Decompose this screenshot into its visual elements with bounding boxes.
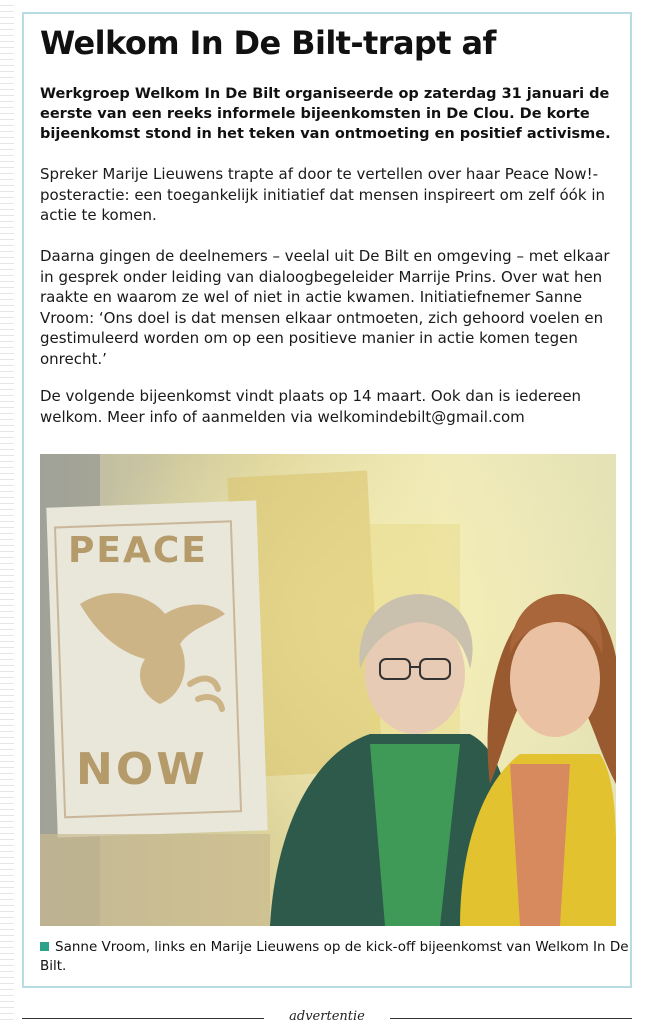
advertisement-divider bbox=[22, 1009, 632, 1024]
article-lead: Werkgroep Welkom In De Bilt organiseerde op zaterdag 31 januari de eerste van een reeks informele bijeenkomsten in De Clou. De korte bijeenkomst stond in het teken van ontmoeting en positief activisme. bbox=[40, 86, 611, 142]
photo-caption bbox=[40, 938, 630, 976]
article-headline: Welkom In De Bilt-trapt af bbox=[40, 24, 496, 62]
article-photo bbox=[40, 454, 616, 926]
divider-rule-right bbox=[390, 1018, 632, 1019]
poster-text-peace: PEACE bbox=[68, 530, 208, 571]
caption-text: Sanne Vroom, links en Marije Lieuwens op de kick-off bijeenkomst van Welkom In De Bilt. bbox=[40, 939, 629, 974]
article-box bbox=[22, 12, 632, 988]
caption-bullet-icon bbox=[40, 942, 49, 951]
article-paragraph: Daarna gingen de deelnemers – veelal uit De Bilt en omgeving – met elkaar in gesprek onder leiding van dialoogbegeleider Marrije Prins. Over wat hen raakte en waarom ze wel of niet in actie kwamen. Initiatiefnemer Sanne Vroom: ‘Ons doel is dat mensen elkaar ontmoeten, zich gehoord voelen en gestimuleerd worden om op een positieve manier in actie komen tegen onrecht.’ bbox=[40, 247, 610, 368]
adjacent-column-strip bbox=[0, 0, 14, 1024]
peace-now-poster bbox=[46, 500, 267, 837]
article-paragraph: De volgende bijeenkomst vindt plaats op 14 maart. Ook dan is iedereen welkom. Meer info of aanmelden via welkomindebilt@gmail.com bbox=[40, 387, 582, 426]
article-paragraph: Spreker Marije Lieuwens trapte af door te vertellen over haar Peace Now!-posteractie: een toegankelijk initiatief dat mensen inspireert om zelf óók in actie te komen. bbox=[40, 165, 605, 224]
advertisement-label: advertentie bbox=[289, 1009, 365, 1024]
poster-text-now: NOW bbox=[76, 744, 208, 795]
